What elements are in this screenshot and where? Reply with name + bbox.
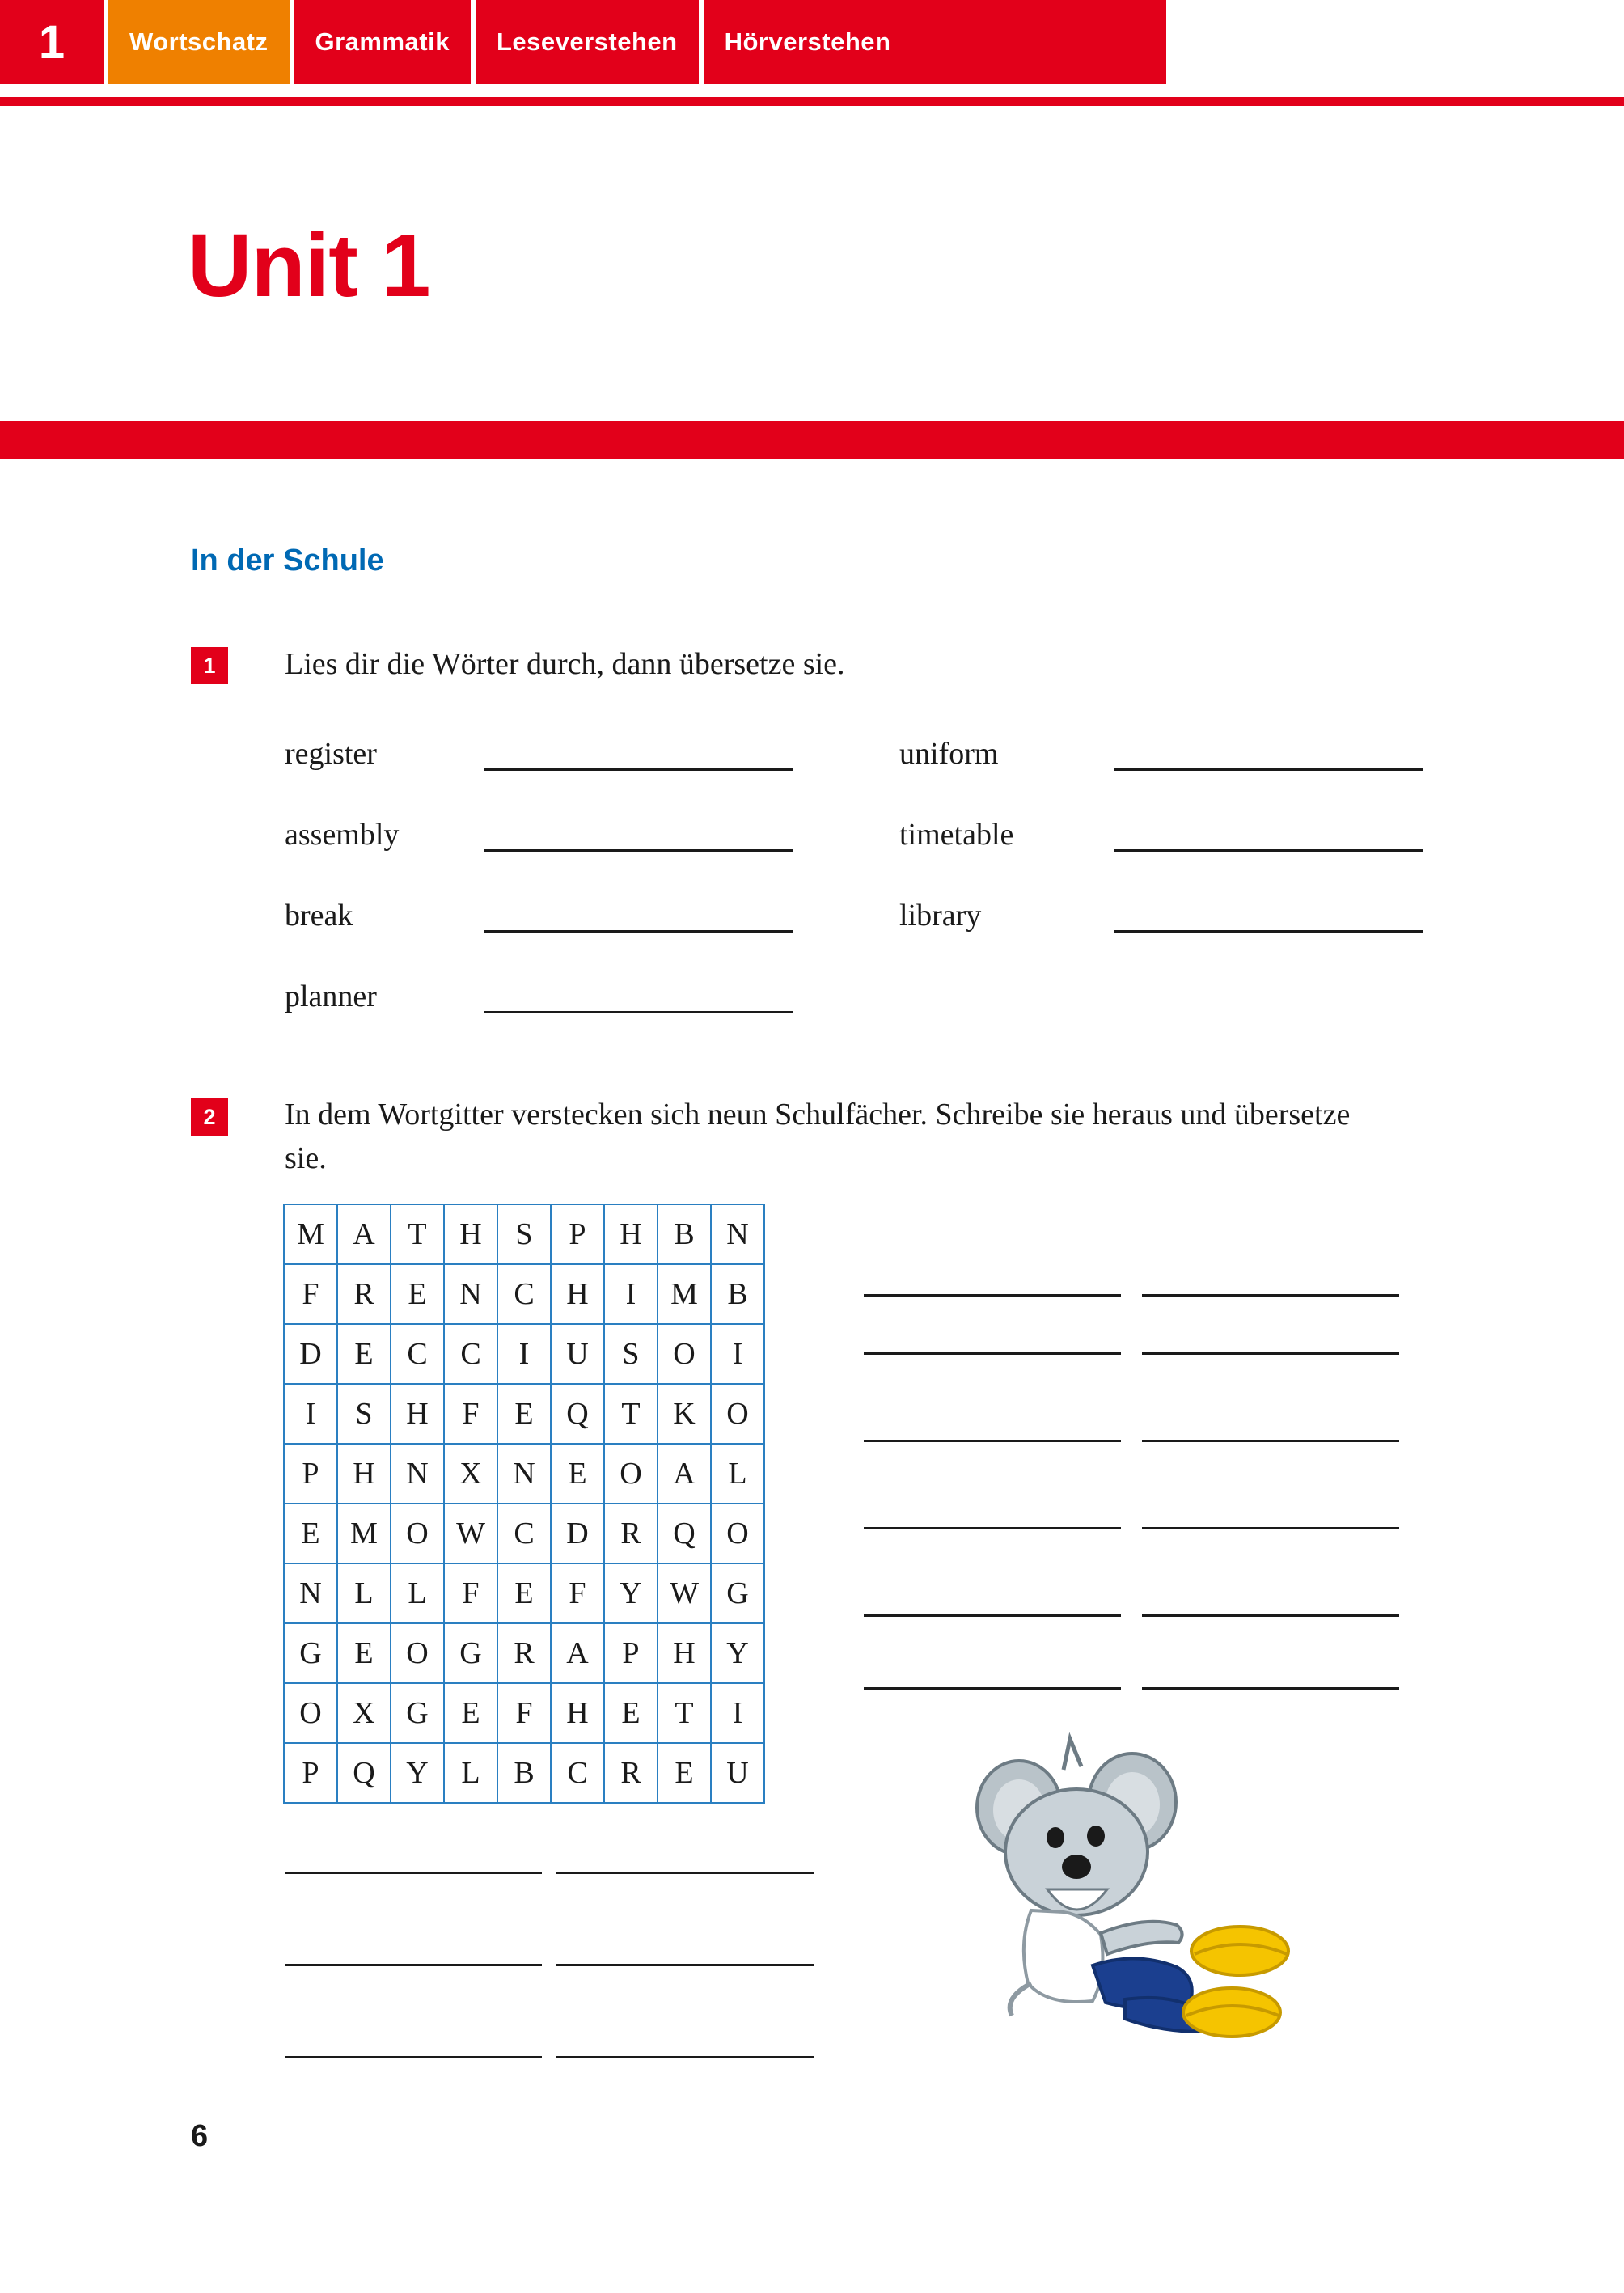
grid-cell[interactable]: D (284, 1324, 337, 1384)
answer-line[interactable] (556, 1872, 814, 1874)
grid-cell[interactable]: H (658, 1623, 711, 1683)
answer-line[interactable] (484, 849, 793, 852)
answer-line[interactable] (1142, 1294, 1399, 1297)
grid-cell[interactable]: S (497, 1204, 551, 1264)
vocab-word: assembly (285, 818, 400, 852)
answer-line[interactable] (1142, 1527, 1399, 1529)
answer-line[interactable] (556, 2056, 814, 2058)
vocab-word: register (285, 737, 377, 771)
grid-cell[interactable]: H (337, 1444, 391, 1504)
grid-cell[interactable]: B (658, 1204, 711, 1264)
grid-cell[interactable]: N (284, 1563, 337, 1623)
table-row (284, 1384, 764, 1444)
grid-cell[interactable]: G (444, 1623, 497, 1683)
grid-cell[interactable]: O (711, 1504, 764, 1563)
answer-line[interactable] (285, 2056, 542, 2058)
grid-cell[interactable]: X (444, 1444, 497, 1504)
grid-cell[interactable]: P (284, 1743, 337, 1803)
page-number: 6 (191, 2119, 209, 2153)
grid-cell[interactable]: G (284, 1623, 337, 1683)
grid-cell[interactable]: S (604, 1324, 658, 1384)
word-search-grid (283, 1204, 765, 1804)
table-row (284, 1264, 764, 1324)
grid-cell[interactable]: R (337, 1264, 391, 1324)
section-heading: In der Schule (191, 544, 384, 577)
grid-cell[interactable]: C (497, 1504, 551, 1563)
answer-line[interactable] (1114, 930, 1423, 933)
vocab-word: planner (285, 979, 377, 1013)
vocab-word: timetable (899, 818, 1014, 852)
grid-cell[interactable]: N (497, 1444, 551, 1504)
grid-cell[interactable]: H (604, 1204, 658, 1264)
title-red-band (0, 421, 1624, 459)
grid-cell[interactable]: E (444, 1683, 497, 1743)
grid-cell[interactable]: O (391, 1623, 444, 1683)
answer-line[interactable] (285, 1964, 542, 1966)
answer-line[interactable] (864, 1440, 1121, 1442)
grid-cell[interactable]: E (284, 1504, 337, 1563)
grid-cell[interactable]: F (551, 1563, 604, 1623)
grid-cell[interactable]: H (551, 1683, 604, 1743)
grid-cell[interactable]: E (551, 1444, 604, 1504)
grid-cell[interactable]: H (551, 1264, 604, 1324)
grid-cell[interactable]: P (551, 1204, 604, 1264)
grid-cell[interactable]: Y (391, 1743, 444, 1803)
answer-line[interactable] (1142, 1687, 1399, 1690)
grid-cell[interactable]: R (497, 1623, 551, 1683)
grid-cell[interactable]: C (497, 1264, 551, 1324)
grid-cell[interactable]: Y (711, 1623, 764, 1683)
grid-cell[interactable]: P (604, 1623, 658, 1683)
grid-cell[interactable]: H (444, 1204, 497, 1264)
tab-hoerverstehen[interactable]: Hörverstehen (699, 0, 912, 84)
grid-cell[interactable]: R (604, 1504, 658, 1563)
answer-line[interactable] (484, 930, 793, 933)
table-row (284, 1683, 764, 1743)
grid-cell[interactable]: F (444, 1384, 497, 1444)
unit-number-badge: 1 (38, 15, 66, 69)
grid-cell[interactable]: X (337, 1683, 391, 1743)
tab-leseverstehen[interactable]: Leseverstehen (471, 0, 699, 84)
answer-line[interactable] (484, 1011, 793, 1013)
vocab-word: uniform (899, 737, 999, 771)
grid-cell[interactable]: E (337, 1324, 391, 1384)
table-row (284, 1324, 764, 1384)
exercise-2-instruction: In dem Wortgitter verstecken sich neun Schulfächer. Schreibe sie heraus und übersetze sie. (285, 1098, 1351, 1175)
grid-cell[interactable]: E (337, 1623, 391, 1683)
grid-cell[interactable]: Q (658, 1504, 711, 1563)
unit-tab-bar (0, 0, 1166, 84)
grid-cell[interactable]: D (551, 1504, 604, 1563)
grid-cell[interactable]: G (711, 1563, 764, 1623)
grid-cell[interactable]: O (284, 1683, 337, 1743)
grid-cell[interactable]: T (658, 1683, 711, 1743)
grid-cell[interactable]: C (551, 1743, 604, 1803)
grid-cell[interactable]: A (658, 1444, 711, 1504)
grid-cell[interactable]: P (284, 1444, 337, 1504)
grid-cell[interactable]: W (658, 1563, 711, 1623)
grid-cell[interactable]: M (284, 1204, 337, 1264)
grid-cell[interactable]: Q (551, 1384, 604, 1444)
grid-cell[interactable]: I (711, 1324, 764, 1384)
grid-cell[interactable]: O (391, 1504, 444, 1563)
table-row (284, 1504, 764, 1563)
grid-cell[interactable]: R (604, 1743, 658, 1803)
table-row (284, 1623, 764, 1683)
grid-cell[interactable]: Y (604, 1563, 658, 1623)
grid-cell[interactable]: E (497, 1563, 551, 1623)
grid-cell[interactable]: L (337, 1563, 391, 1623)
grid-cell[interactable]: C (444, 1324, 497, 1384)
grid-cell[interactable]: E (391, 1264, 444, 1324)
grid-cell[interactable]: Q (337, 1743, 391, 1803)
grid-cell[interactable]: U (711, 1743, 764, 1803)
grid-cell[interactable]: F (284, 1264, 337, 1324)
grid-cell[interactable]: F (497, 1683, 551, 1743)
answer-line[interactable] (1114, 849, 1423, 852)
answer-line[interactable] (285, 1872, 542, 1874)
vocab-word: break (285, 899, 353, 933)
exercise-2-number: 2 (191, 1098, 228, 1136)
grid-cell[interactable]: G (391, 1683, 444, 1743)
grid-cell[interactable]: N (391, 1444, 444, 1504)
answer-line[interactable] (484, 768, 793, 771)
exercise-1-number: 1 (191, 647, 228, 684)
grid-cell[interactable]: C (391, 1324, 444, 1384)
grid-cell[interactable]: W (444, 1504, 497, 1563)
grid-cell[interactable]: T (604, 1384, 658, 1444)
grid-cell[interactable]: H (391, 1384, 444, 1444)
grid-cell[interactable]: I (284, 1384, 337, 1444)
table-row (284, 1204, 764, 1264)
grid-cell[interactable]: U (551, 1324, 604, 1384)
grid-cell[interactable]: L (391, 1563, 444, 1623)
grid-cell[interactable]: I (604, 1264, 658, 1324)
grid-cell[interactable]: L (711, 1444, 764, 1504)
page-title: Unit 1 (188, 216, 430, 315)
grid-cell[interactable]: K (658, 1384, 711, 1444)
answer-line[interactable] (864, 1614, 1121, 1617)
grid-cell[interactable]: O (604, 1444, 658, 1504)
grid-cell[interactable]: S (337, 1384, 391, 1444)
answer-line[interactable] (864, 1527, 1121, 1529)
grid-cell[interactable]: I (497, 1324, 551, 1384)
answer-line[interactable] (1142, 1614, 1399, 1617)
answer-line[interactable] (1142, 1352, 1399, 1355)
grid-cell[interactable]: E (604, 1683, 658, 1743)
table-row (284, 1563, 764, 1623)
grid-cell[interactable]: B (711, 1264, 764, 1324)
mouse-mascot-illustration (934, 1731, 1339, 2046)
table-row (284, 1743, 764, 1803)
grid-cell[interactable]: I (711, 1683, 764, 1743)
grid-cell[interactable]: O (711, 1384, 764, 1444)
grid-cell[interactable]: A (551, 1623, 604, 1683)
vocab-word: library (899, 899, 982, 933)
answer-line[interactable] (556, 1964, 814, 1966)
tab-grammatik[interactable]: Grammatik (290, 0, 471, 84)
table-row (284, 1444, 764, 1504)
grid-cell[interactable]: M (337, 1504, 391, 1563)
grid-cell[interactable]: N (444, 1264, 497, 1324)
grid-cell[interactable]: L (444, 1743, 497, 1803)
grid-cell[interactable]: A (337, 1204, 391, 1264)
answer-line[interactable] (1142, 1440, 1399, 1442)
header-divider-rule (0, 97, 1624, 106)
grid-cell[interactable]: O (658, 1324, 711, 1384)
grid-cell[interactable]: B (497, 1743, 551, 1803)
exercise-1-instruction: Lies dir die Wörter durch, dann übersetze sie. (285, 647, 845, 681)
answer-line[interactable] (864, 1687, 1121, 1690)
answer-line[interactable] (1114, 768, 1423, 771)
grid-cell[interactable]: N (711, 1204, 764, 1264)
answer-line[interactable] (864, 1294, 1121, 1297)
grid-cell[interactable]: M (658, 1264, 711, 1324)
grid-cell[interactable]: E (497, 1384, 551, 1444)
grid-cell[interactable]: E (658, 1743, 711, 1803)
answer-line[interactable] (864, 1352, 1121, 1355)
grid-cell[interactable]: T (391, 1204, 444, 1264)
tab-wortschatz[interactable]: Wortschatz (104, 0, 290, 84)
grid-cell[interactable]: F (444, 1563, 497, 1623)
